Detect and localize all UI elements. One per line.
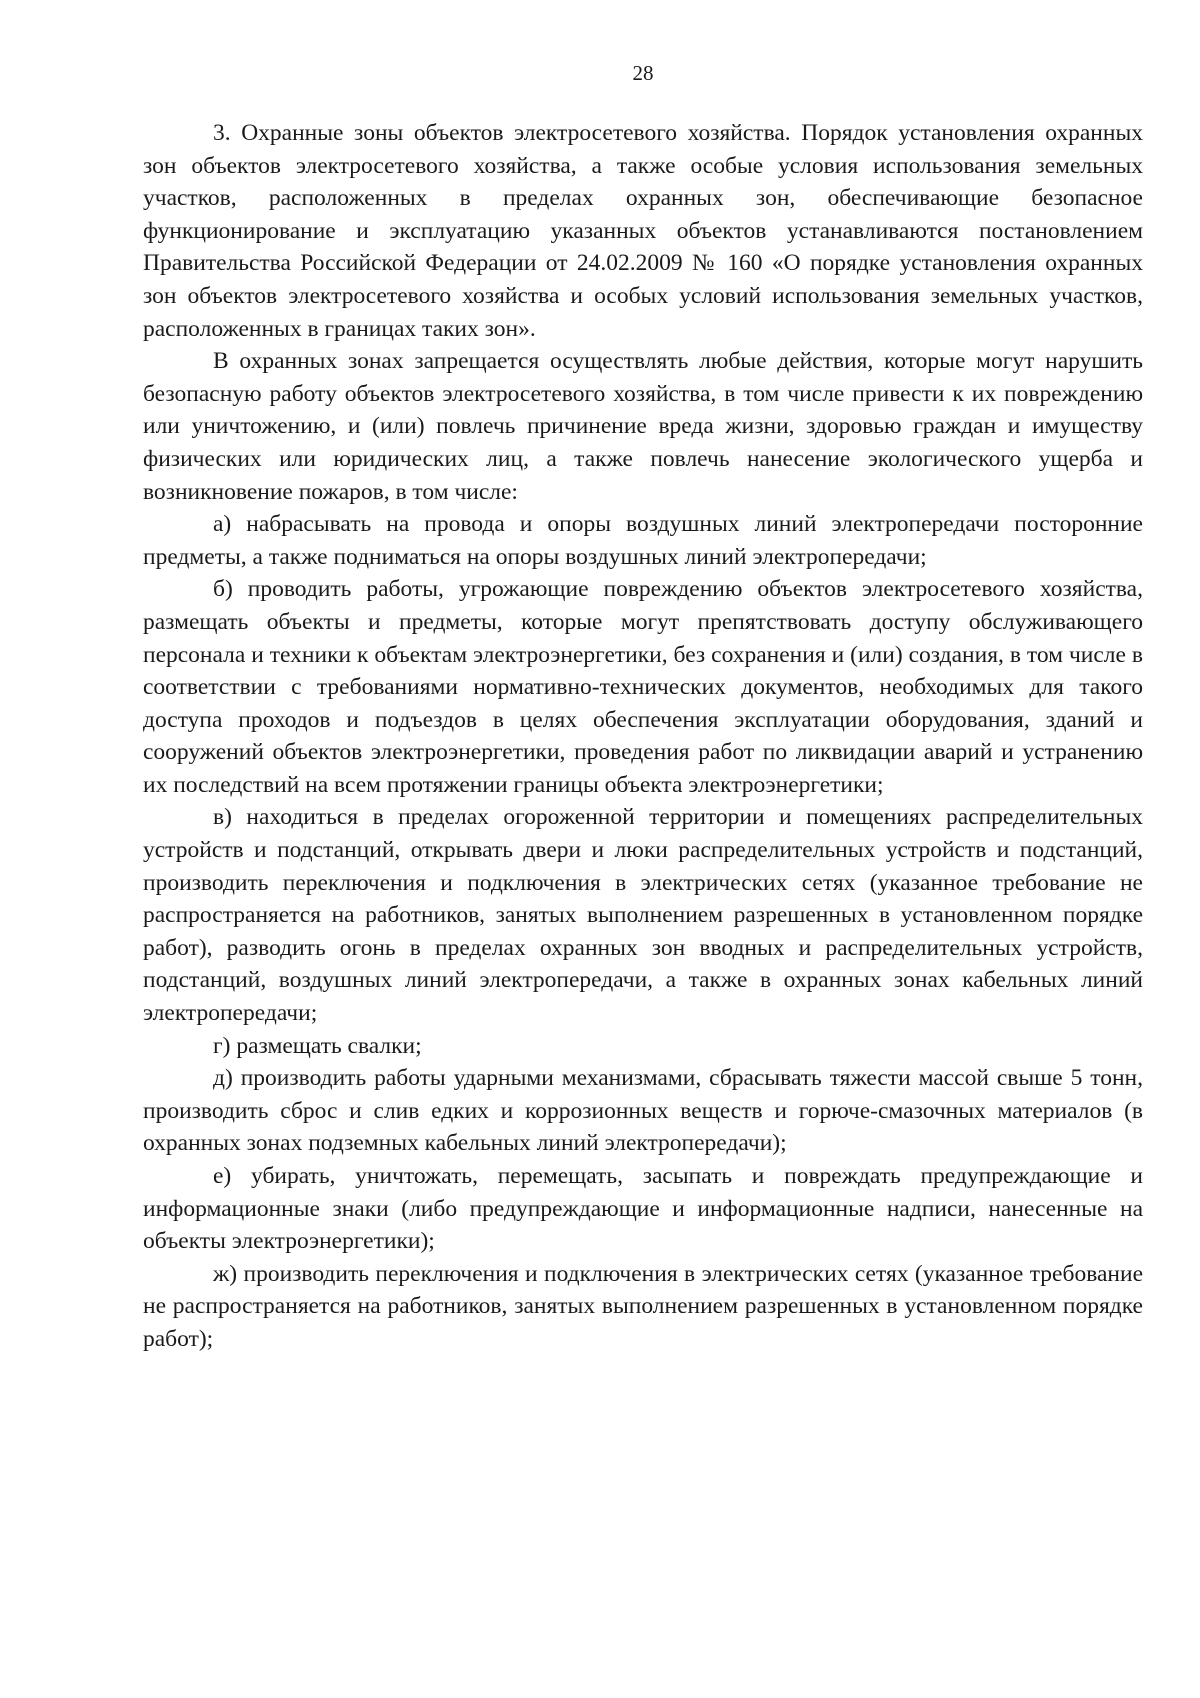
paragraph-protection-zones: 3. Охранные зоны объектов электросетевого хозяйства. Порядок установления охранных зон объектов электросетевого хозяйства, а также особые условия использования земельных участков, расположенных в пределах охранных зон, обеспечивающие безопасное функционирование и эксплуатацию указанных объектов устанавливаются постановлением Правительства Российской Федерации от 24.02.2009 № 160 «О порядке установления охранных зон объектов электросетевого хозяйства и особых условий использования земельных участков, расположенных в границах таких зон». bbox=[143, 120, 1143, 342]
document-body bbox=[143, 117, 1143, 1356]
list-item-b: б) проводить работы, угрожающие повреждению объектов электросетевого хозяйства, размещать объекты и предметы, которые могут препятствовать доступу обслуживающего персонала и техники к объектам электроэнергетики, без сохранения и (или) создания, в том числе в соответствии с требованиями нормативно-технических документов, необходимых для такого доступа проходов и подъездов в целях обеспечения эксплуатации оборудования, зданий и сооружений объектов электроэнергетики, проведения работ по ликвидации аварий и устранению их последствий на всем протяжении границы объекта электроэнергетики; bbox=[143, 576, 1143, 798]
list-item-a: а) набрасывать на провода и опоры воздушных линий электропередачи посторонние предметы, а также подниматься на опоры воздушных линий электропередачи; bbox=[143, 511, 1143, 570]
page-number: 28 bbox=[632, 61, 654, 85]
list-item-v: в) находиться в пределах огороженной территории и помещениях распределительных устройств и подстанций, открывать двери и люки распределительных устройств и подстанций, производить переключения и подключения в электрических сетях (указанное требование не распространяется на работников, занятых выполнением разрешенных в установленном порядке работ), разводить огонь в пределах охранных зон вводных и распределительных устройств, подстанций, воздушных линий электропередачи, а также в охранных зонах кабельных линий электропередачи; bbox=[143, 804, 1143, 1027]
list-item-zh: ж) производить переключения и подключения в электрических сетях (указанное требование не распространяется на работников, занятых выполнением разрешенных в установленном порядке работ); bbox=[143, 1260, 1143, 1352]
list-item-e: е) убирать, уничтожать, перемещать, засыпать и повреждать предупреждающие и информационные знаки (либо предупреждающие и информационные надписи, нанесенные на объекты электроэнергетики); bbox=[143, 1163, 1143, 1255]
list-item-d: д) производить работы ударными механизмами, сбрасывать тяжести массой свыше 5 тонн, производить сброс и слив едких и коррозионных веществ и горюче-смазочных материалов (в охранных зонах подземных кабельных линий электропередачи); bbox=[143, 1065, 1143, 1157]
list-item-g: г) размещать свалки; bbox=[213, 1032, 422, 1059]
paragraph-prohibitions-intro: В охранных зонах запрещается осуществлять любые действия, которые могут нарушить безопасную работу объектов электросетевого хозяйства, в том числе привести к их повреждению или уничтожению, и (или) повлечь причинение вреда жизни, здоровью граждан и имуществу физических или юридических лиц, а также повлечь нанесение экологического ущерба и возникновение пожаров, в том числе: bbox=[143, 348, 1143, 505]
